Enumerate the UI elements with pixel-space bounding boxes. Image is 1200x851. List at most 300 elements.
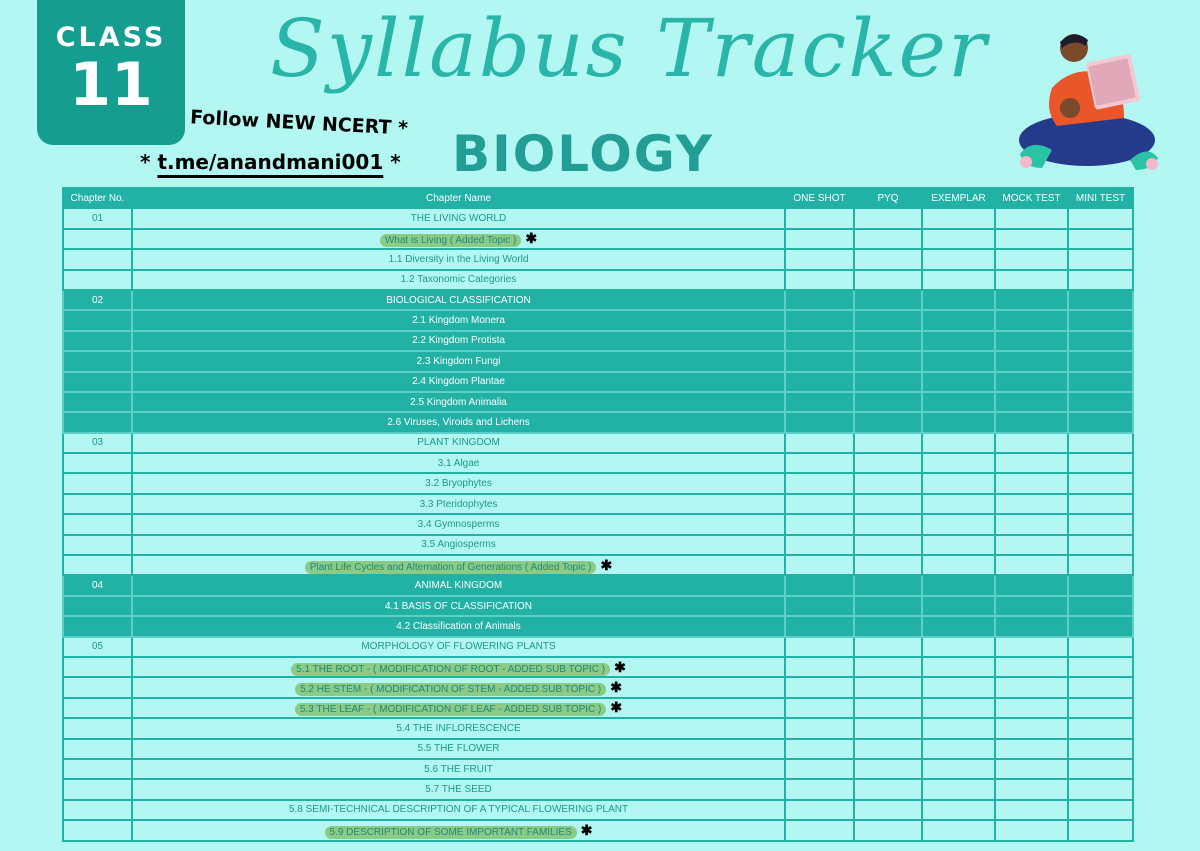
chapter-number-cell (63, 453, 132, 473)
chapter-name: 2.3 Kingdom Fungi (416, 355, 501, 367)
chapter-number-cell (63, 759, 132, 779)
one-shot-checkbox[interactable] (785, 433, 854, 453)
chapter-name-cell (132, 412, 785, 432)
chapter-name-cell (132, 555, 785, 575)
one-shot-checkbox[interactable] (785, 453, 854, 473)
chapter-number-cell (63, 514, 132, 534)
mock-test-checkbox[interactable] (995, 575, 1068, 595)
chapter-name-cell (132, 392, 785, 412)
chapter-number-cell (63, 718, 132, 738)
asterisk-icon: ✱ (580, 821, 593, 838)
mock-test-checkbox[interactable] (995, 331, 1068, 351)
one-shot-checkbox[interactable] (785, 229, 854, 249)
mock-test-checkbox[interactable] (995, 555, 1068, 575)
table-row (63, 310, 1133, 330)
chapter-name: 5.1 THE ROOT - ( MODIFICATION OF ROOT - ADDED SUB TOPIC ) (291, 663, 610, 676)
exemplar-checkbox[interactable] (922, 616, 995, 636)
one-shot-checkbox[interactable] (785, 637, 854, 657)
chapter-name-cell (132, 433, 785, 453)
pyq-checkbox[interactable] (854, 759, 922, 779)
handwritten-link (140, 150, 401, 174)
chapter-name-cell (132, 657, 785, 677)
mock-test-checkbox[interactable] (995, 596, 1068, 616)
table-row (63, 331, 1133, 351)
exemplar-checkbox[interactable] (922, 718, 995, 738)
table-row (63, 657, 1133, 677)
mini-test-checkbox[interactable] (1068, 759, 1133, 779)
table-row (63, 779, 1133, 799)
pyq-checkbox[interactable] (854, 249, 922, 269)
table-row (63, 412, 1133, 432)
pyq-checkbox[interactable] (854, 433, 922, 453)
exemplar-checkbox[interactable] (922, 596, 995, 616)
chapter-number-cell (63, 392, 132, 412)
mock-test-checkbox[interactable] (995, 494, 1068, 514)
chapter-name-cell (132, 473, 785, 493)
class-number: 11 (69, 50, 153, 120)
mock-test-checkbox[interactable] (995, 514, 1068, 534)
mock-test-checkbox[interactable] (995, 372, 1068, 392)
pyq-checkbox[interactable] (854, 698, 922, 718)
chapter-name: 3.3 Pteridophytes (419, 498, 498, 510)
one-shot-checkbox[interactable] (785, 698, 854, 718)
pyq-checkbox[interactable] (854, 779, 922, 799)
mini-test-checkbox[interactable] (1068, 208, 1133, 228)
chapter-name: Plant Life Cycles and Alternation of Generations ( Added Topic ) (305, 561, 597, 574)
chapter-number-cell (63, 351, 132, 371)
chapter-number-cell (63, 372, 132, 392)
chapter-number-cell (63, 779, 132, 799)
chapter-name: 5.9 DESCRIPTION OF SOME IMPORTANT FAMILIES (325, 826, 577, 839)
mock-test-checkbox[interactable] (995, 759, 1068, 779)
exemplar-checkbox[interactable] (922, 535, 995, 555)
table-row (63, 290, 1133, 310)
chapter-number-cell (63, 229, 132, 249)
table-row (63, 759, 1133, 779)
subject-heading: BIOLOGY (452, 125, 714, 183)
chapter-number-cell (63, 535, 132, 555)
chapter-name: 3.1 Algae (437, 457, 480, 469)
pyq-checkbox[interactable] (854, 514, 922, 534)
chapter-name-cell (132, 637, 785, 657)
mini-test-checkbox[interactable] (1068, 473, 1133, 493)
chapter-name-cell (132, 759, 785, 779)
exemplar-checkbox[interactable] (922, 351, 995, 371)
chapter-name-cell (132, 800, 785, 820)
exemplar-checkbox[interactable] (922, 575, 995, 595)
exemplar-checkbox[interactable] (922, 739, 995, 759)
chapter-number-cell (63, 800, 132, 820)
table-row (63, 351, 1133, 371)
chapter-name: MORPHOLOGY OF FLOWERING PLANTS (361, 641, 556, 653)
pyq-checkbox[interactable] (854, 637, 922, 657)
one-shot-checkbox[interactable] (785, 596, 854, 616)
one-shot-checkbox[interactable] (785, 779, 854, 799)
table-row (63, 229, 1133, 249)
handwritten-note: Follow NEW NCERT * (189, 106, 409, 140)
exemplar-checkbox[interactable] (922, 779, 995, 799)
pyq-checkbox[interactable] (854, 575, 922, 595)
one-shot-checkbox[interactable] (785, 351, 854, 371)
pyq-checkbox[interactable] (854, 494, 922, 514)
exemplar-checkbox[interactable] (922, 637, 995, 657)
chapter-number-cell (63, 820, 132, 840)
mini-test-checkbox[interactable] (1068, 535, 1133, 555)
one-shot-checkbox[interactable] (785, 657, 854, 677)
mini-test-checkbox[interactable] (1068, 596, 1133, 616)
one-shot-checkbox[interactable] (785, 739, 854, 759)
mock-test-checkbox[interactable] (995, 535, 1068, 555)
mini-test-checkbox[interactable] (1068, 249, 1133, 269)
pyq-checkbox[interactable] (854, 453, 922, 473)
exemplar-checkbox[interactable] (922, 433, 995, 453)
chapter-name: ANIMAL KINGDOM (414, 580, 503, 592)
one-shot-checkbox[interactable] (785, 535, 854, 555)
exemplar-checkbox[interactable] (922, 290, 995, 310)
chapter-name: 5.6 THE FRUIT (424, 763, 493, 775)
pyq-checkbox[interactable] (854, 555, 922, 575)
mock-test-checkbox[interactable] (995, 616, 1068, 636)
asterisk-icon: ✱ (525, 230, 538, 247)
chapter-name-cell (132, 677, 785, 697)
pyq-checkbox[interactable] (854, 473, 922, 493)
chapter-name: 2.4 Kingdom Plantae (412, 376, 505, 388)
column-header: MOCK TEST (995, 188, 1068, 208)
chapter-name-cell (132, 351, 785, 371)
chapter-name-cell (132, 249, 785, 269)
chapter-name: 2.2 Kingdom Protista (412, 335, 505, 347)
chapter-number-cell (63, 616, 132, 636)
chapter-name-cell (132, 779, 785, 799)
chapter-number-cell (63, 698, 132, 718)
mini-test-checkbox[interactable] (1068, 453, 1133, 473)
mock-test-checkbox[interactable] (995, 208, 1068, 228)
chapter-number-cell (63, 657, 132, 677)
pyq-checkbox[interactable] (854, 820, 922, 840)
chapter-name-cell (132, 372, 785, 392)
pyq-checkbox[interactable] (854, 351, 922, 371)
table-row (63, 270, 1133, 290)
exemplar-checkbox[interactable] (922, 392, 995, 412)
mock-test-checkbox[interactable] (995, 453, 1068, 473)
chapter-name: PLANT KINGDOM (417, 437, 500, 449)
exemplar-checkbox[interactable] (922, 249, 995, 269)
one-shot-checkbox[interactable] (785, 331, 854, 351)
page-title: Syllabus Tracker (270, 2, 989, 95)
pyq-checkbox[interactable] (854, 372, 922, 392)
table-row (63, 535, 1133, 555)
chapter-name-cell (132, 535, 785, 555)
chapter-name: 5.2 HE STEM - ( MODIFICATION OF STEM - ADDED SUB TOPIC ) (295, 683, 606, 696)
chapter-name-cell (132, 698, 785, 718)
exemplar-checkbox[interactable] (922, 270, 995, 290)
table-row (63, 249, 1133, 269)
chapter-name-cell (132, 739, 785, 759)
mock-test-checkbox[interactable] (995, 800, 1068, 820)
mini-test-checkbox[interactable] (1068, 433, 1133, 453)
chapter-name-cell (132, 514, 785, 534)
one-shot-checkbox[interactable] (785, 759, 854, 779)
exemplar-checkbox[interactable] (922, 555, 995, 575)
mock-test-checkbox[interactable] (995, 677, 1068, 697)
chapter-name-cell (132, 270, 785, 290)
mini-test-checkbox[interactable] (1068, 494, 1133, 514)
one-shot-checkbox[interactable] (785, 290, 854, 310)
pyq-checkbox[interactable] (854, 290, 922, 310)
chapter-number-cell (63, 331, 132, 351)
mock-test-checkbox[interactable] (995, 310, 1068, 330)
column-header: EXEMPLAR (922, 188, 995, 208)
one-shot-checkbox[interactable] (785, 677, 854, 697)
chapter-number-cell (63, 494, 132, 514)
one-shot-checkbox[interactable] (785, 372, 854, 392)
exemplar-checkbox[interactable] (922, 412, 995, 432)
asterisk-icon: ✱ (614, 658, 626, 675)
chapter-name-cell (132, 208, 785, 228)
table-row (63, 596, 1133, 616)
chapter-name: 2.1 Kingdom Monera (412, 315, 505, 327)
mini-test-checkbox[interactable] (1068, 779, 1133, 799)
pyq-checkbox[interactable] (854, 392, 922, 412)
pyq-checkbox[interactable] (854, 657, 922, 677)
pyq-checkbox[interactable] (854, 208, 922, 228)
mini-test-checkbox[interactable] (1068, 270, 1133, 290)
mini-test-checkbox[interactable] (1068, 331, 1133, 351)
telegram-link[interactable]: t.me/anandmani001 (157, 150, 384, 174)
mini-test-checkbox[interactable] (1068, 412, 1133, 432)
mock-test-checkbox[interactable] (995, 657, 1068, 677)
chapter-name-cell (132, 290, 785, 310)
chapter-name-cell (132, 820, 785, 840)
asterisk-icon: ✱ (600, 556, 613, 573)
chapter-name: 3.2 Bryophytes (425, 478, 492, 490)
exemplar-checkbox[interactable] (922, 310, 995, 330)
mini-test-checkbox[interactable] (1068, 555, 1133, 575)
chapter-name: 4.2 Classification of Animals (396, 620, 521, 632)
table-row (63, 392, 1133, 412)
exemplar-checkbox[interactable] (922, 494, 995, 514)
chapter-name: 4.1 BASIS OF CLASSIFICATION (384, 600, 533, 612)
pyq-checkbox[interactable] (854, 331, 922, 351)
pyq-checkbox[interactable] (854, 412, 922, 432)
chapter-name-cell (132, 616, 785, 636)
mock-test-checkbox[interactable] (995, 433, 1068, 453)
mini-test-checkbox[interactable] (1068, 820, 1133, 840)
mock-test-checkbox[interactable] (995, 249, 1068, 269)
exemplar-checkbox[interactable] (922, 208, 995, 228)
chapter-number-cell (63, 739, 132, 759)
table-row (63, 718, 1133, 738)
chapter-name: 3.5 Angiosperms (421, 539, 496, 551)
table-row (63, 514, 1133, 534)
asterisk-icon: ✱ (610, 679, 622, 696)
table-row (63, 637, 1133, 657)
one-shot-checkbox[interactable] (785, 820, 854, 840)
exemplar-checkbox[interactable] (922, 820, 995, 840)
table-row (63, 208, 1133, 228)
chapter-name: THE LIVING WORLD (410, 213, 507, 225)
chapter-number-cell (63, 310, 132, 330)
chapter-name: 5.3 THE LEAF - ( MODIFICATION OF LEAF - ADDED SUB TOPIC ) (295, 703, 607, 716)
chapter-number-cell: 02 (63, 290, 132, 310)
mock-test-checkbox[interactable] (995, 698, 1068, 718)
chapter-number-cell: 01 (63, 208, 132, 228)
mock-test-checkbox[interactable] (995, 392, 1068, 412)
chapter-number-cell (63, 249, 132, 269)
mini-test-checkbox[interactable] (1068, 800, 1133, 820)
column-header: Chapter No. (63, 188, 132, 208)
exemplar-checkbox[interactable] (922, 514, 995, 534)
one-shot-checkbox[interactable] (785, 249, 854, 269)
chapter-name: 1.1 Diversity in the Living World (388, 253, 529, 265)
table-row (63, 800, 1133, 820)
one-shot-checkbox[interactable] (785, 270, 854, 290)
asterisk-icon: * (390, 150, 401, 174)
chapter-number-cell: 03 (63, 433, 132, 453)
exemplar-checkbox[interactable] (922, 800, 995, 820)
pyq-checkbox[interactable] (854, 596, 922, 616)
chapter-name-cell (132, 575, 785, 595)
mini-test-checkbox[interactable] (1068, 718, 1133, 738)
column-header: Chapter Name (132, 188, 785, 208)
one-shot-checkbox[interactable] (785, 473, 854, 493)
table-row (63, 433, 1133, 453)
mini-test-checkbox[interactable] (1068, 310, 1133, 330)
mock-test-checkbox[interactable] (995, 270, 1068, 290)
exemplar-checkbox[interactable] (922, 657, 995, 677)
mini-test-checkbox[interactable] (1068, 351, 1133, 371)
person-reading-book-illustration (1012, 28, 1162, 173)
pyq-checkbox[interactable] (854, 270, 922, 290)
one-shot-checkbox[interactable] (785, 514, 854, 534)
one-shot-checkbox[interactable] (785, 555, 854, 575)
mini-test-checkbox[interactable] (1068, 739, 1133, 759)
mock-test-checkbox[interactable] (995, 637, 1068, 657)
mock-test-checkbox[interactable] (995, 820, 1068, 840)
asterisk-icon: ✱ (610, 699, 623, 716)
exemplar-checkbox[interactable] (922, 331, 995, 351)
mini-test-checkbox[interactable] (1068, 657, 1133, 677)
chapter-name-cell (132, 331, 785, 351)
table-row (63, 677, 1133, 697)
chapter-name-cell (132, 494, 785, 514)
one-shot-checkbox[interactable] (785, 616, 854, 636)
pyq-checkbox[interactable] (854, 535, 922, 555)
mock-test-checkbox[interactable] (995, 351, 1068, 371)
table-row (63, 473, 1133, 493)
mini-test-checkbox[interactable] (1068, 575, 1133, 595)
exemplar-checkbox[interactable] (922, 372, 995, 392)
table-row (63, 698, 1133, 718)
mini-test-checkbox[interactable] (1068, 616, 1133, 636)
table-header-row (63, 188, 1133, 208)
chapter-number-cell (63, 555, 132, 575)
class-label: CLASS (55, 22, 167, 53)
exemplar-checkbox[interactable] (922, 759, 995, 779)
mini-test-checkbox[interactable] (1068, 637, 1133, 657)
one-shot-checkbox[interactable] (785, 494, 854, 514)
pyq-checkbox[interactable] (854, 677, 922, 697)
exemplar-checkbox[interactable] (922, 473, 995, 493)
table-row (63, 616, 1133, 636)
chapter-name-cell (132, 718, 785, 738)
column-header: ONE SHOT (785, 188, 854, 208)
chapter-name-cell (132, 453, 785, 473)
pyq-checkbox[interactable] (854, 718, 922, 738)
table-row (63, 372, 1133, 392)
mini-test-checkbox[interactable] (1068, 698, 1133, 718)
mini-test-checkbox[interactable] (1068, 229, 1133, 249)
one-shot-checkbox[interactable] (785, 310, 854, 330)
chapter-name-cell (132, 596, 785, 616)
exemplar-checkbox[interactable] (922, 229, 995, 249)
chapter-number-cell (63, 473, 132, 493)
chapter-name: 5.7 THE SEED (425, 784, 492, 796)
column-header: PYQ (854, 188, 922, 208)
one-shot-checkbox[interactable] (785, 412, 854, 432)
one-shot-checkbox[interactable] (785, 718, 854, 738)
table-row (63, 739, 1133, 759)
class-badge (37, 0, 185, 145)
chapter-name: 2.5 Kingdom Animalia (410, 396, 507, 408)
chapter-name: 2.6 Viruses, Viroids and Lichens (387, 416, 530, 428)
one-shot-checkbox[interactable] (785, 392, 854, 412)
table-row (63, 494, 1133, 514)
one-shot-checkbox[interactable] (785, 575, 854, 595)
mock-test-checkbox[interactable] (995, 779, 1068, 799)
chapter-name: 3.4 Gymnosperms (417, 518, 500, 530)
mini-test-checkbox[interactable] (1068, 514, 1133, 534)
asterisk-icon: * (140, 150, 151, 174)
syllabus-table (62, 187, 1134, 842)
mini-test-checkbox[interactable] (1068, 677, 1133, 697)
exemplar-checkbox[interactable] (922, 677, 995, 697)
mock-test-checkbox[interactable] (995, 473, 1068, 493)
chapter-name: 5.5 THE FLOWER (417, 743, 500, 755)
chapter-name: 1.2 Taxonomic Categories (400, 274, 517, 286)
chapter-number-cell (63, 270, 132, 290)
mini-test-checkbox[interactable] (1068, 372, 1133, 392)
chapter-name: What is Living ( Added Topic ) (380, 234, 522, 247)
chapter-number-cell (63, 596, 132, 616)
table-row (63, 555, 1133, 575)
pyq-checkbox[interactable] (854, 739, 922, 759)
mock-test-checkbox[interactable] (995, 718, 1068, 738)
table-row (63, 575, 1133, 595)
chapter-number-cell (63, 412, 132, 432)
mock-test-checkbox[interactable] (995, 412, 1068, 432)
chapter-name-cell (132, 310, 785, 330)
table-row (63, 453, 1133, 473)
mini-test-checkbox[interactable] (1068, 392, 1133, 412)
one-shot-checkbox[interactable] (785, 208, 854, 228)
pyq-checkbox[interactable] (854, 800, 922, 820)
mini-test-checkbox[interactable] (1068, 290, 1133, 310)
pyq-checkbox[interactable] (854, 616, 922, 636)
one-shot-checkbox[interactable] (785, 800, 854, 820)
table-row (63, 820, 1133, 840)
exemplar-checkbox[interactable] (922, 453, 995, 473)
exemplar-checkbox[interactable] (922, 698, 995, 718)
chapter-number-cell: 05 (63, 637, 132, 657)
mock-test-checkbox[interactable] (995, 290, 1068, 310)
chapter-number-cell: 04 (63, 575, 132, 595)
chapter-name: 5.4 THE INFLORESCENCE (396, 722, 521, 734)
pyq-checkbox[interactable] (854, 229, 922, 249)
mock-test-checkbox[interactable] (995, 739, 1068, 759)
pyq-checkbox[interactable] (854, 310, 922, 330)
mock-test-checkbox[interactable] (995, 229, 1068, 249)
